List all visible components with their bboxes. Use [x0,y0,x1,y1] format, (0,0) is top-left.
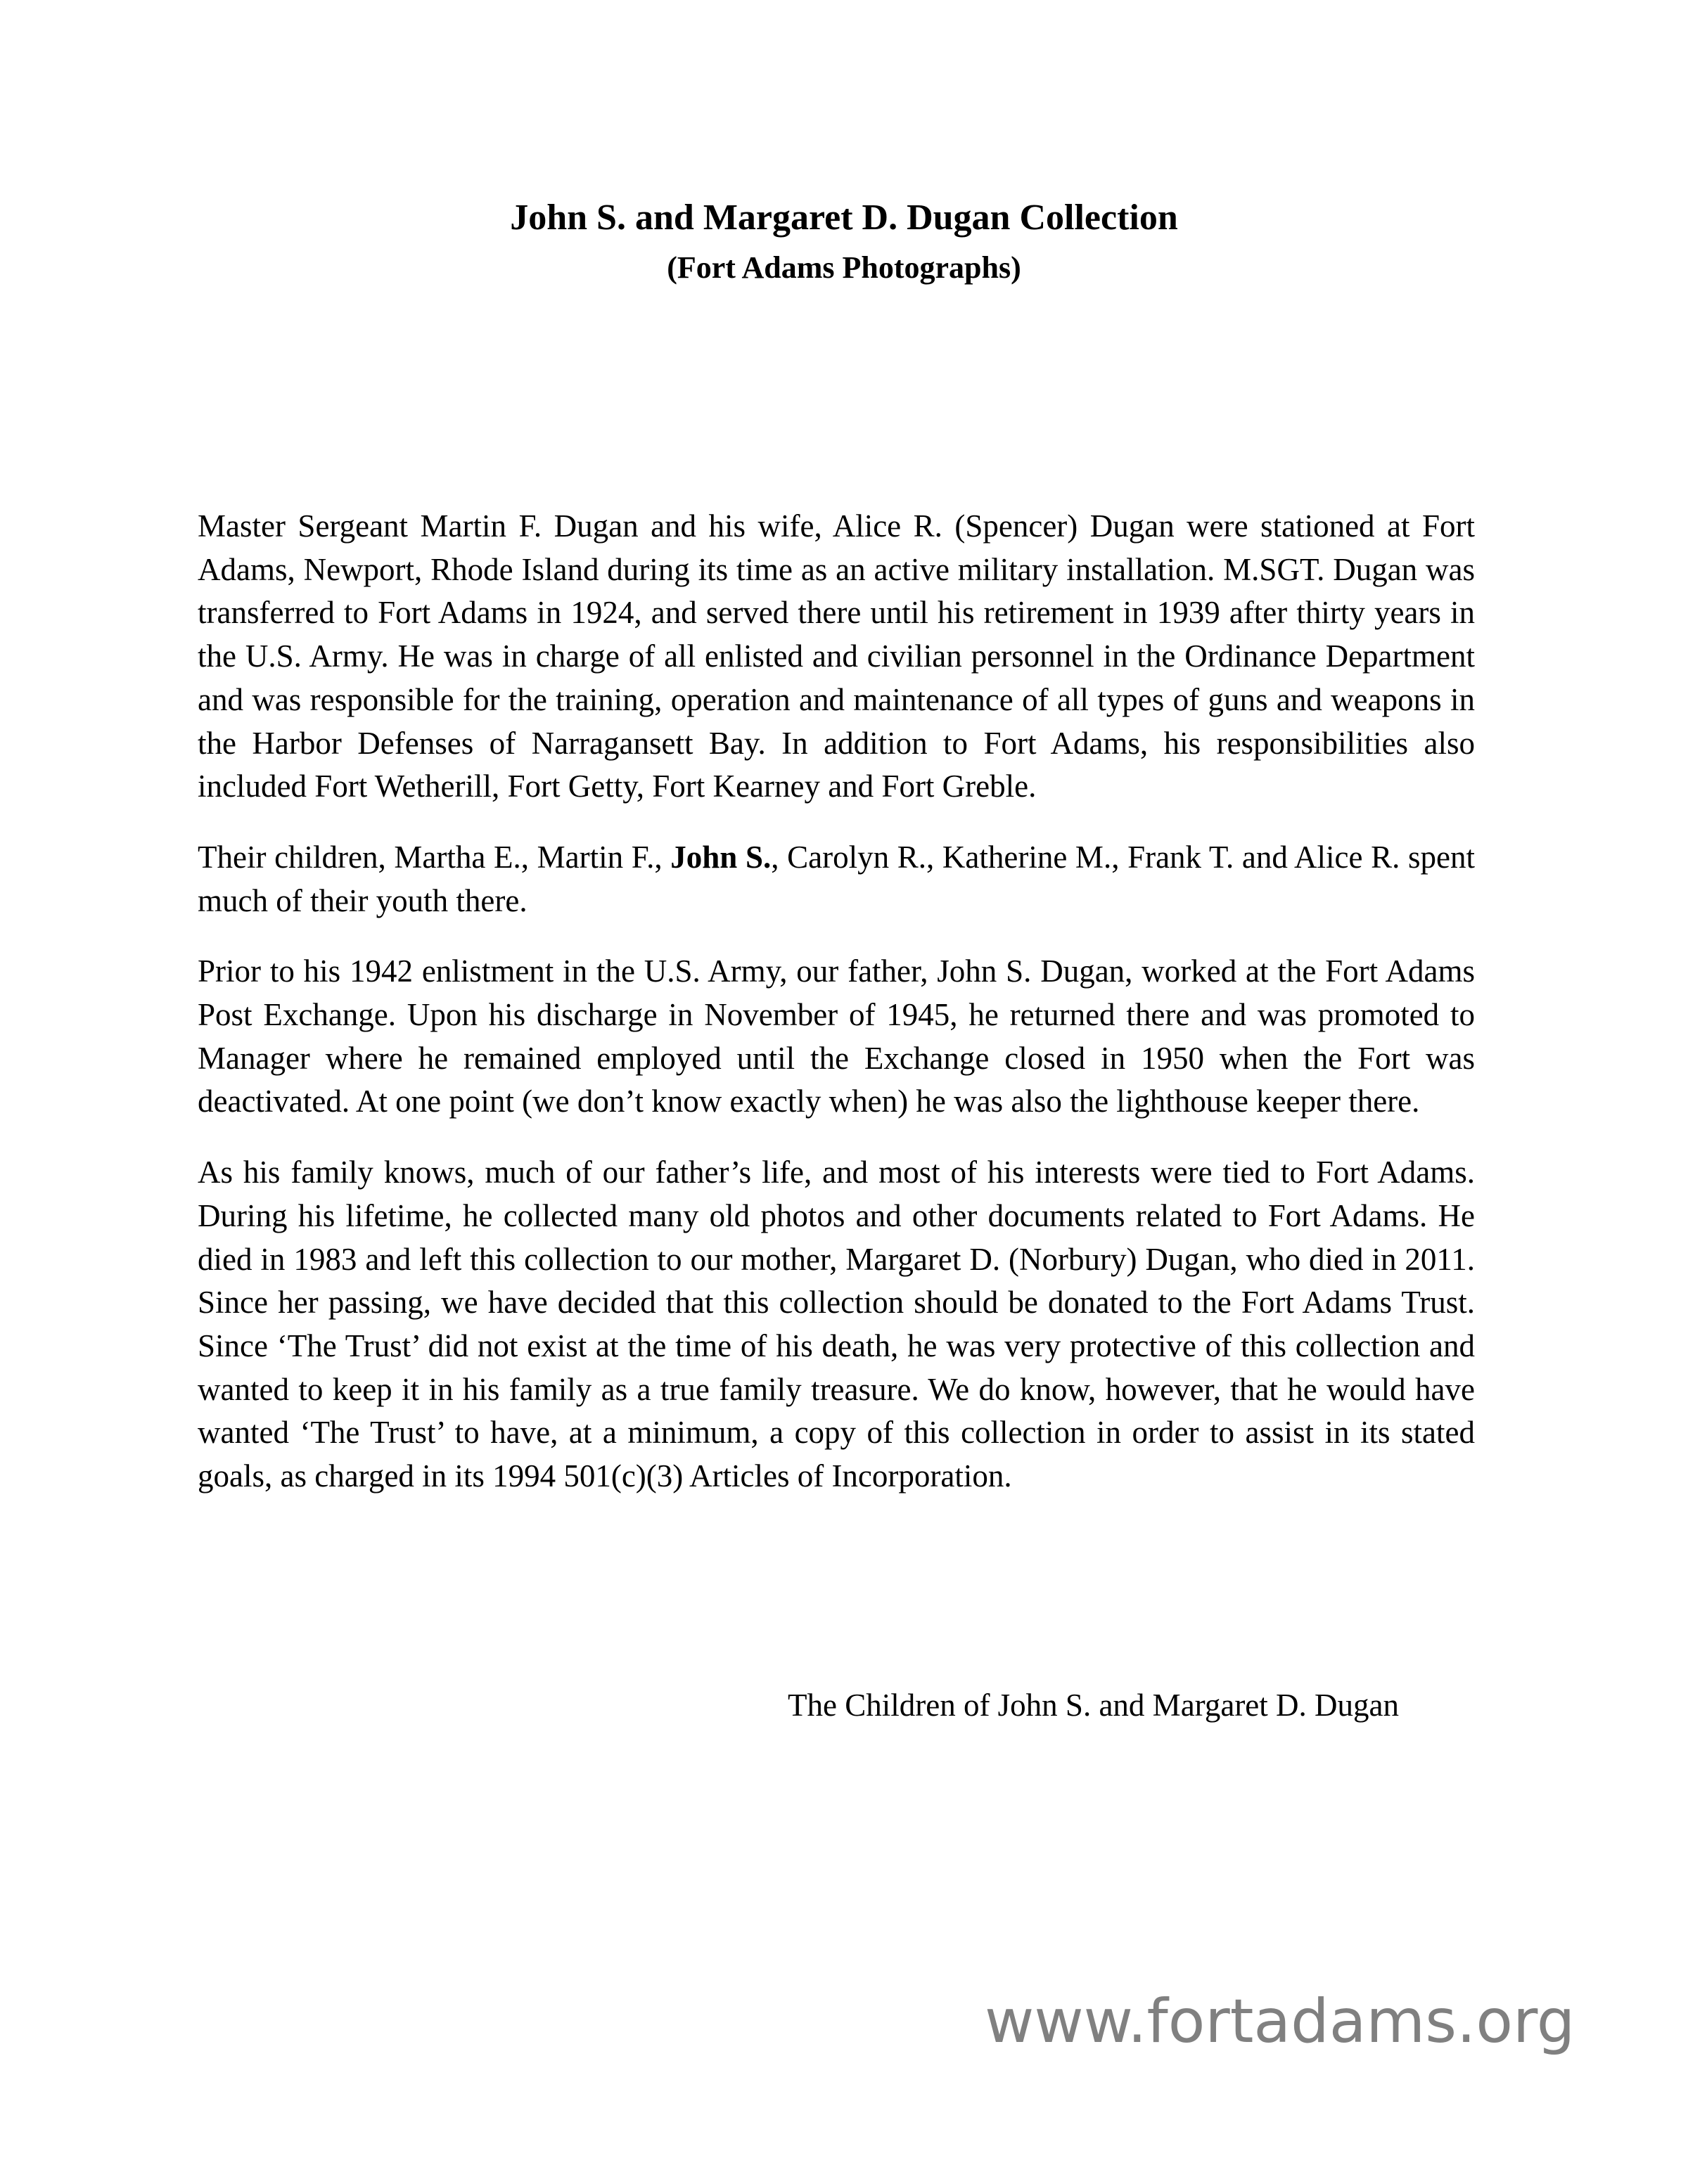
paragraph-2-bold-name: John S. [670,839,772,875]
website-watermark: www.fortadams.org [985,1986,1575,2057]
paragraph-3: Prior to his 1942 enlistment in the U.S. Army, our father, John S. Dugan, worked at the Fort Adams Post Exchange. Upon his discharge in November of 1945, he returned there and was promoted to Manager where he remained employed until the Exchange closed in 1950 when the Fort was deactivated. At one point (we don’t know exactly when) he was also the lighthouse keeper there. [198,953,1475,1119]
paragraph-2-start: Their children, Martha E., Martin F., [198,839,671,875]
signature: The Children of John S. and Margaret D. Dugan [788,1688,1399,1723]
paragraph-4: As his family knows, much of our father’s life, and most of his interests were tied to Fort Adams. During his lifetime, he collected many old photos and other documents related to Fort Adams. He died in 1983 and left this collection to our mother, Margaret D. (Norbury) Dugan, who died in 2011. Since her passing, we have decided that this collection should be donated to the Fort Adams Trust. Since ‘The Trust’ did not exist at the time of his death, he was very protective of this collection and wanted to keep it in his family as a true family treasure. We do know, however, that he would have wanted ‘The Trust’ to have, at a minimum, a copy of this collection in order to assist in its stated goals, as charged in its 1994 501(c)(3) Articles of Incorporation. [198,1155,1475,1494]
paragraph-1: Master Sergeant Martin F. Dugan and his wife, Alice R. (Spencer) Dugan were stationed at Fort Adams, Newport, Rhode Island during its time as an active military installation. M.SGT. Dugan was transferred to Fort Adams in 1924, and served there until his retirement in 1939 after thirty years in the U.S. Army. He was in charge of all enlisted and civilian personnel in the Ordinance Department and was responsible for the training, operation and maintenance of all types of guns and weapons in the Harbor Defenses of Narragansett Bay. In addition to Fort Adams, his responsibilities also included Fort Wetherill, Fort Getty, Fort Kearney and Fort Greble. [198,508,1475,804]
document-subtitle: (Fort Adams Photographs) [667,250,1021,285]
paragraph-2-end: , Carolyn R., Katherine M., Frank T. and Alice R. spent much of their youth there. [198,839,1476,918]
paragraph-2 [198,836,1475,923]
document-body [198,505,1475,1526]
document-title: John S. and Margaret D. Dugan Collection [510,198,1178,238]
